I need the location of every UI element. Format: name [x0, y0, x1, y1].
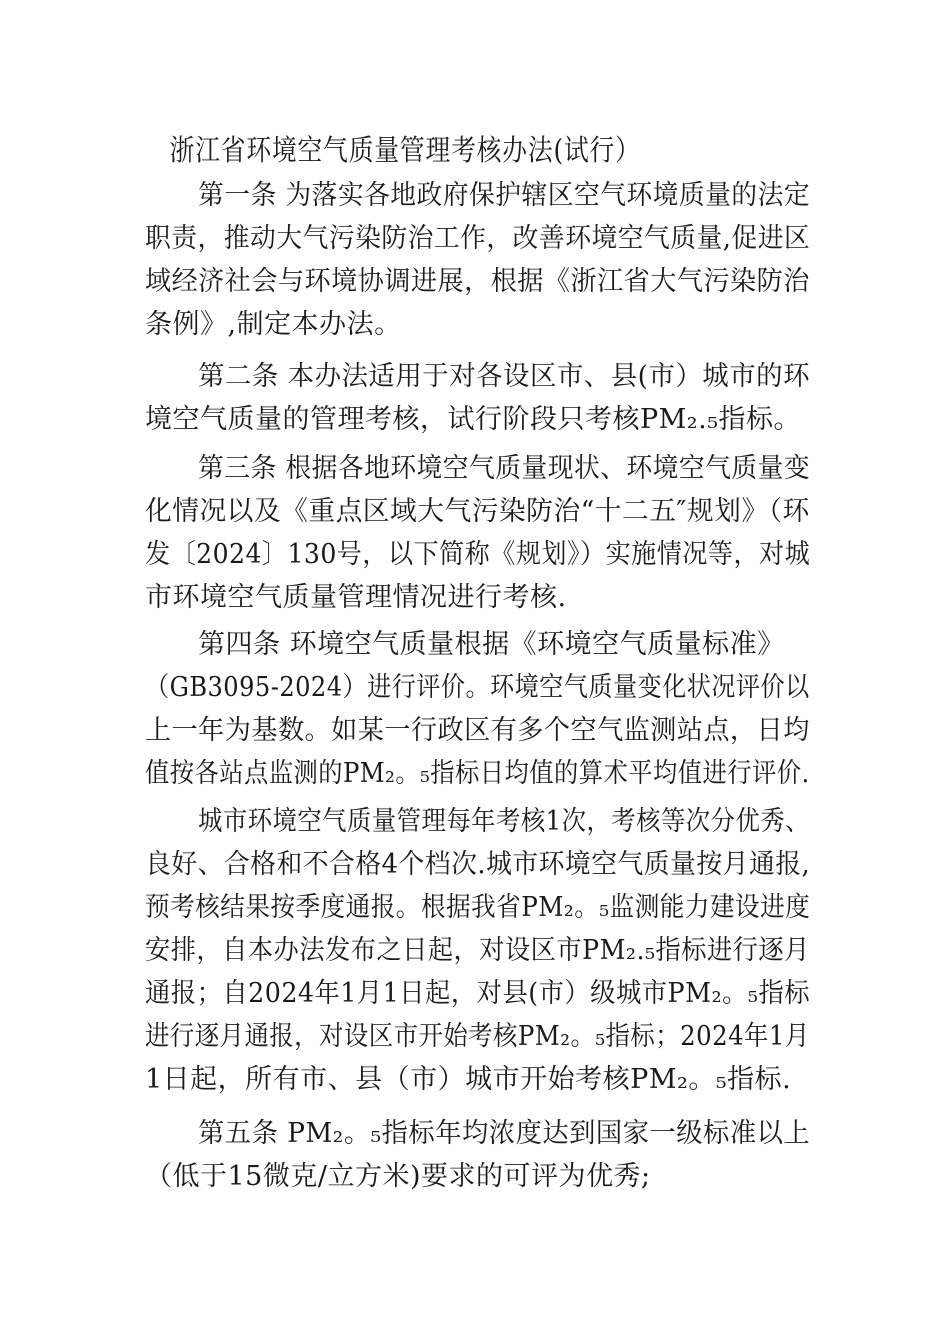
paragraph-line: 预考核结果按季度通报。根据我省PM₂。₅监测能力建设进度 [145, 892, 811, 923]
document-title: 浙江省环境空气质量管理考核办法(试行） [169, 133, 641, 167]
paragraph-line: 第四条 环境空气质量根据《环境空气质量标准》 [198, 629, 785, 660]
paragraph-line: 市环境空气质量管理情况进行考核. [145, 582, 567, 613]
paragraph-line: 值按各站点监测的PM₂。₅指标日均值的算术平均值进行评价. [145, 758, 810, 789]
paragraph-line: 职责，推动大气污染防治工作，改善环境空气质量,促进区 [145, 223, 811, 254]
paragraph-line: 发〔2024〕130号，以下简称《规划》）实施情况等，对城 [145, 539, 811, 570]
paragraph-line: 化情况以及《重点区域大气污染防治“十二五″规划》（环 [145, 496, 810, 527]
paragraph-line: 第二条 本办法适用于对各设区市、县(市）城市的环 [198, 361, 810, 392]
paragraph-line: 境空气质量的管理考核，试行阶段只考核PM₂.₅指标。 [145, 404, 802, 435]
paragraph-line: 第三条 根据各地环境空气质量现状、环境空气质量变 [198, 453, 811, 484]
paragraph-line: 1日起，所有市、县（市）城市开始考核PM₂。₅指标. [145, 1064, 792, 1095]
paragraph-line: 上一年为基数。如某一行政区有多个空气监测站点，日均 [145, 715, 810, 746]
paragraph-line: （GB3095-2024）进行评价。环境空气质量变化状况评价以 [145, 672, 810, 703]
paragraph-line: 良好、合格和不合格4个档次.城市环境空气质量按月通报, [145, 849, 811, 880]
paragraph-line: （低于15微克/立方米)要求的可评为优秀; [145, 1161, 651, 1192]
paragraph-line: 域经济社会与环境协调进展，根据《浙江省大气污染防治 [145, 266, 810, 297]
paragraph-line: 通报；自2024年1月1日起，对县(市）级城市PM₂。₅指标 [145, 978, 811, 1009]
paragraph-line: 第五条 PM₂。₅指标年均浓度达到国家一级标准以上 [198, 1118, 811, 1149]
paragraph-line: 第一条 为落实各地政府保护辖区空气环境质量的法定 [198, 180, 811, 211]
paragraph-line: 安排，自本办法发布之日起，对设区市PM₂.₅指标进行逐月 [145, 935, 810, 966]
paragraph-line: 进行逐月通报，对设区市开始考核PM₂。₅指标；2024年1月 [145, 1021, 810, 1052]
paragraph-line: 条例》,制定本办法。 [145, 309, 402, 340]
paragraph-line: 城市环境空气质量管理每年考核1次，考核等次分优秀、 [198, 806, 810, 837]
